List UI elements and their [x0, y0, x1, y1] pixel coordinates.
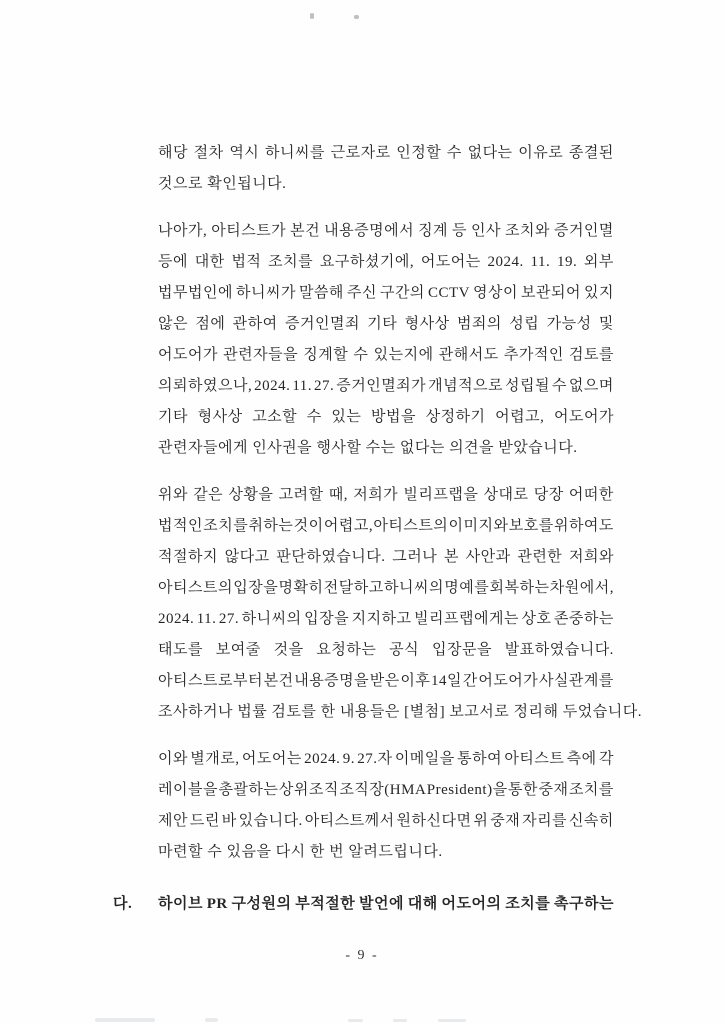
paragraph: [158, 216, 614, 464]
text-line: 해당 절차 역시 하니씨를 근로자로 인정할 수 없다는 이유로 종결된: [158, 145, 614, 161]
text-line: 것으로 확인됩니다.: [158, 176, 287, 192]
text-line: 등에 대한 법적 조치를 요구하셨기에, 어도어는 2024. 11. 19. 외부: [158, 254, 614, 270]
text-line: 어도어가 관련자들을 징계할 수 있는지에 관해서도 추가적인 검토를: [158, 347, 614, 363]
scan-artifact: [95, 1018, 155, 1022]
text-line: 나아가, 아티스트가 본건 내용증명에서 징계 등 인사 조치와 증거인멸: [158, 223, 614, 239]
scan-artifact: [393, 1019, 407, 1022]
text-line: 위와 같은 상황을 고려할 때, 저희가 빌리프랩을 상대로 당장 어떠한: [158, 487, 614, 503]
page-number: - 9 -: [345, 948, 379, 963]
paragraph: [158, 138, 614, 200]
document-body: [158, 138, 642, 892]
scan-artifact: [348, 1019, 363, 1022]
text-line: 아티스트로부터 본건 내용증명을 받은 이후 14일 간 어도어가 사실관계를: [158, 673, 614, 689]
scan-artifact: [310, 13, 314, 19]
text-line: 관련자들에게 인사권을 행사할 수는 없다는 의견을 받았습니다.: [158, 440, 578, 456]
text-line: 의뢰하였으나, 2024. 11. 27. 증거인멸죄가 개념적으로 성립될 수 없으며: [158, 378, 614, 394]
text-line: 마련할 수 있음을 다시 한 번 알려드립니다.: [158, 844, 443, 860]
section-heading: [113, 889, 614, 920]
text-line: 태도를 보여줄 것을 요청하는 공식 입장문을 발표하였습니다.: [158, 642, 614, 658]
text-line: 법적인 조치를 취하는 것이 어렵고, 아티스트의 이미지와 보호를 위하여도: [158, 518, 614, 534]
text-line: 2024. 11. 27. 하니씨의 입장을 지지하고 빌리프랩에게는 상호 존중하는: [158, 611, 614, 627]
section-heading-text: 하이브 PR 구성원의 부적절한 발언에 대해 어도어의 조치를 촉구하는: [158, 896, 614, 912]
paragraph: [158, 744, 614, 868]
scan-artifact: [438, 1019, 466, 1022]
scan-artifact: [354, 15, 359, 19]
text-line: 아티스트의 입장을 명확히 전달하고 하니씨의 명예를 회복하는 차원에서,: [158, 580, 614, 596]
section-marker: 다.: [113, 896, 133, 912]
text-line: 적절하지 않다고 판단하였습니다. 그러나 본 사안과 관련한 저희와: [158, 549, 614, 565]
text-line: 조사하거나 법률 검토를 한 내용들은 [별첨] 보고서로 정리해 두었습니다.: [158, 704, 642, 720]
text-line: 제안 드린 바 있습니다. 아티스트께서 원하신다면 위 중재 자리를 신속히: [158, 813, 614, 829]
text-line: 레이블을 총괄하는 상위조직 조직장(HMA President)을 통한 중재 조치를: [158, 782, 614, 798]
paragraph: [158, 480, 642, 728]
text-line: 않은 점에 관하여 증거인멸죄 기타 형사상 범죄의 성립 가능성 및: [158, 316, 614, 332]
scan-artifact: [205, 1018, 218, 1022]
text-line: 이와 별개로, 어도어는 2024. 9. 27.자 이메일을 통하여 아티스트 측에 각: [158, 751, 614, 767]
text-line: 법무법인에 하니씨가 말씀해 주신 구간의 CCTV 영상이 보관되어 있지: [158, 285, 614, 301]
text-line: 기타 형사상 고소할 수 있는 방법을 상정하기 어렵고, 어도어가: [158, 409, 614, 425]
